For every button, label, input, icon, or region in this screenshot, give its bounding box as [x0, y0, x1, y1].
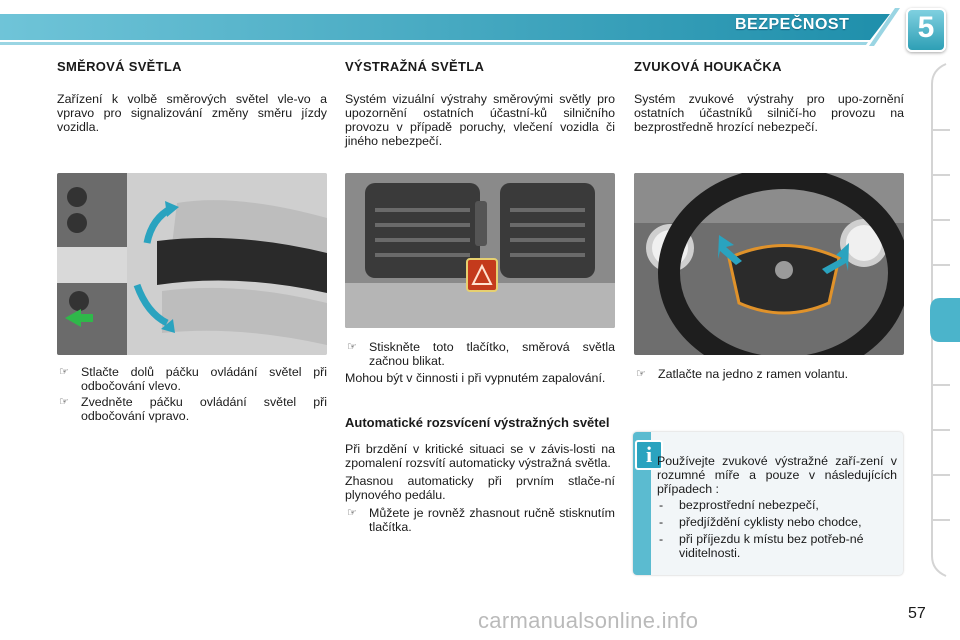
info-intro: Používejte zvukové výstražné zaří-zení v rozumné míře a pouze v následujících případech : — [657, 454, 897, 496]
heading-turn-signals: SMĚROVÁ SVĚTLA — [57, 59, 182, 74]
chapter-badge — [906, 8, 946, 52]
column-horn — [634, 60, 904, 134]
list-item: ☞ Stiskněte toto tlačítko, směrová světla začnou blikat. — [347, 340, 615, 368]
column-horn-steps — [634, 367, 904, 381]
list-item: ☞ Můžete je rovněž zhasnout ručně stisknutím tlačítka. — [347, 506, 615, 534]
list-item: - předjíždění cyklisty nebo chodce, — [659, 515, 862, 529]
intro-horn: Systém zvukové výstrahy pro upo-zornění ostatních účastníků silničí-ho provozu na bezprostředně hrozící nebezpečí. — [634, 92, 904, 134]
column-hazard-steps — [345, 340, 615, 534]
note-ignition: Mohou být v činnosti i při vypnutém zapalování. — [345, 371, 606, 385]
subheading-auto-hazard: Automatické rozsvícení výstražných světel — [345, 415, 610, 430]
watermark: carmanualsonline.info — [478, 608, 699, 633]
page-number: 57 — [908, 605, 926, 622]
pointing-hand-icon: ☞ — [347, 507, 357, 519]
info-text — [657, 454, 897, 560]
pointing-hand-icon: ☞ — [347, 341, 357, 353]
chapter-number: 5 — [917, 11, 935, 44]
info-icon: i — [635, 440, 663, 470]
list-item: ☞ Zvedněte páčku ovládání světel při odbočování vpravo. — [59, 395, 327, 423]
column-turn-signals — [57, 60, 327, 134]
column-hazard-lights — [345, 60, 615, 148]
pointing-hand-icon: ☞ — [636, 368, 646, 380]
intro-hazard-lights: Systém vizuální výstrahy směrovými světly pro upozornění ostatních účastní-ků silničního provozu v případě poruchy, vlečení vozidla či jiného nebezpečí. — [345, 92, 615, 148]
hazard-button-image — [345, 173, 615, 328]
section-title: BEZPEČNOST — [735, 16, 850, 33]
list-item: - při příjezdu k místu bez potřeb-né viditelnosti. — [659, 532, 864, 560]
paragraph-accelerator: Zhasnou automaticky při prvním stlače-ní plynového pedálu. — [345, 474, 615, 502]
pointing-hand-icon: ☞ — [59, 366, 69, 378]
steering-wheel-image — [634, 173, 904, 355]
column-turn-signals-steps — [57, 365, 327, 423]
page-header — [0, 0, 960, 52]
paragraph-braking: Při brzdění v kritické situaci se v závis-losti na zpomalení rozsvítí automaticky výstražná světla. — [345, 442, 615, 470]
list-item: ☞ Stlačte dolů páčku ovládání světel při odbočování vlevo. — [59, 365, 327, 393]
pointing-hand-icon: ☞ — [59, 396, 69, 408]
list-item: - bezprostřední nebezpečí, — [659, 498, 819, 512]
info-box — [633, 432, 903, 575]
turn-signal-stalk-image — [57, 173, 327, 355]
heading-horn: ZVUKOVÁ HOUKAČKA — [634, 59, 782, 74]
heading-hazard-lights: VÝSTRAŽNÁ SVĚTLA — [345, 59, 485, 74]
intro-turn-signals: Zařízení k volbě směrových světel vle-vo a vpravo pro signalizování změny směru jízdy vozidla. — [57, 92, 327, 134]
chapter-tabs — [926, 60, 960, 580]
list-item: ☞ Zatlačte na jedno z ramen volantu. — [636, 367, 849, 381]
